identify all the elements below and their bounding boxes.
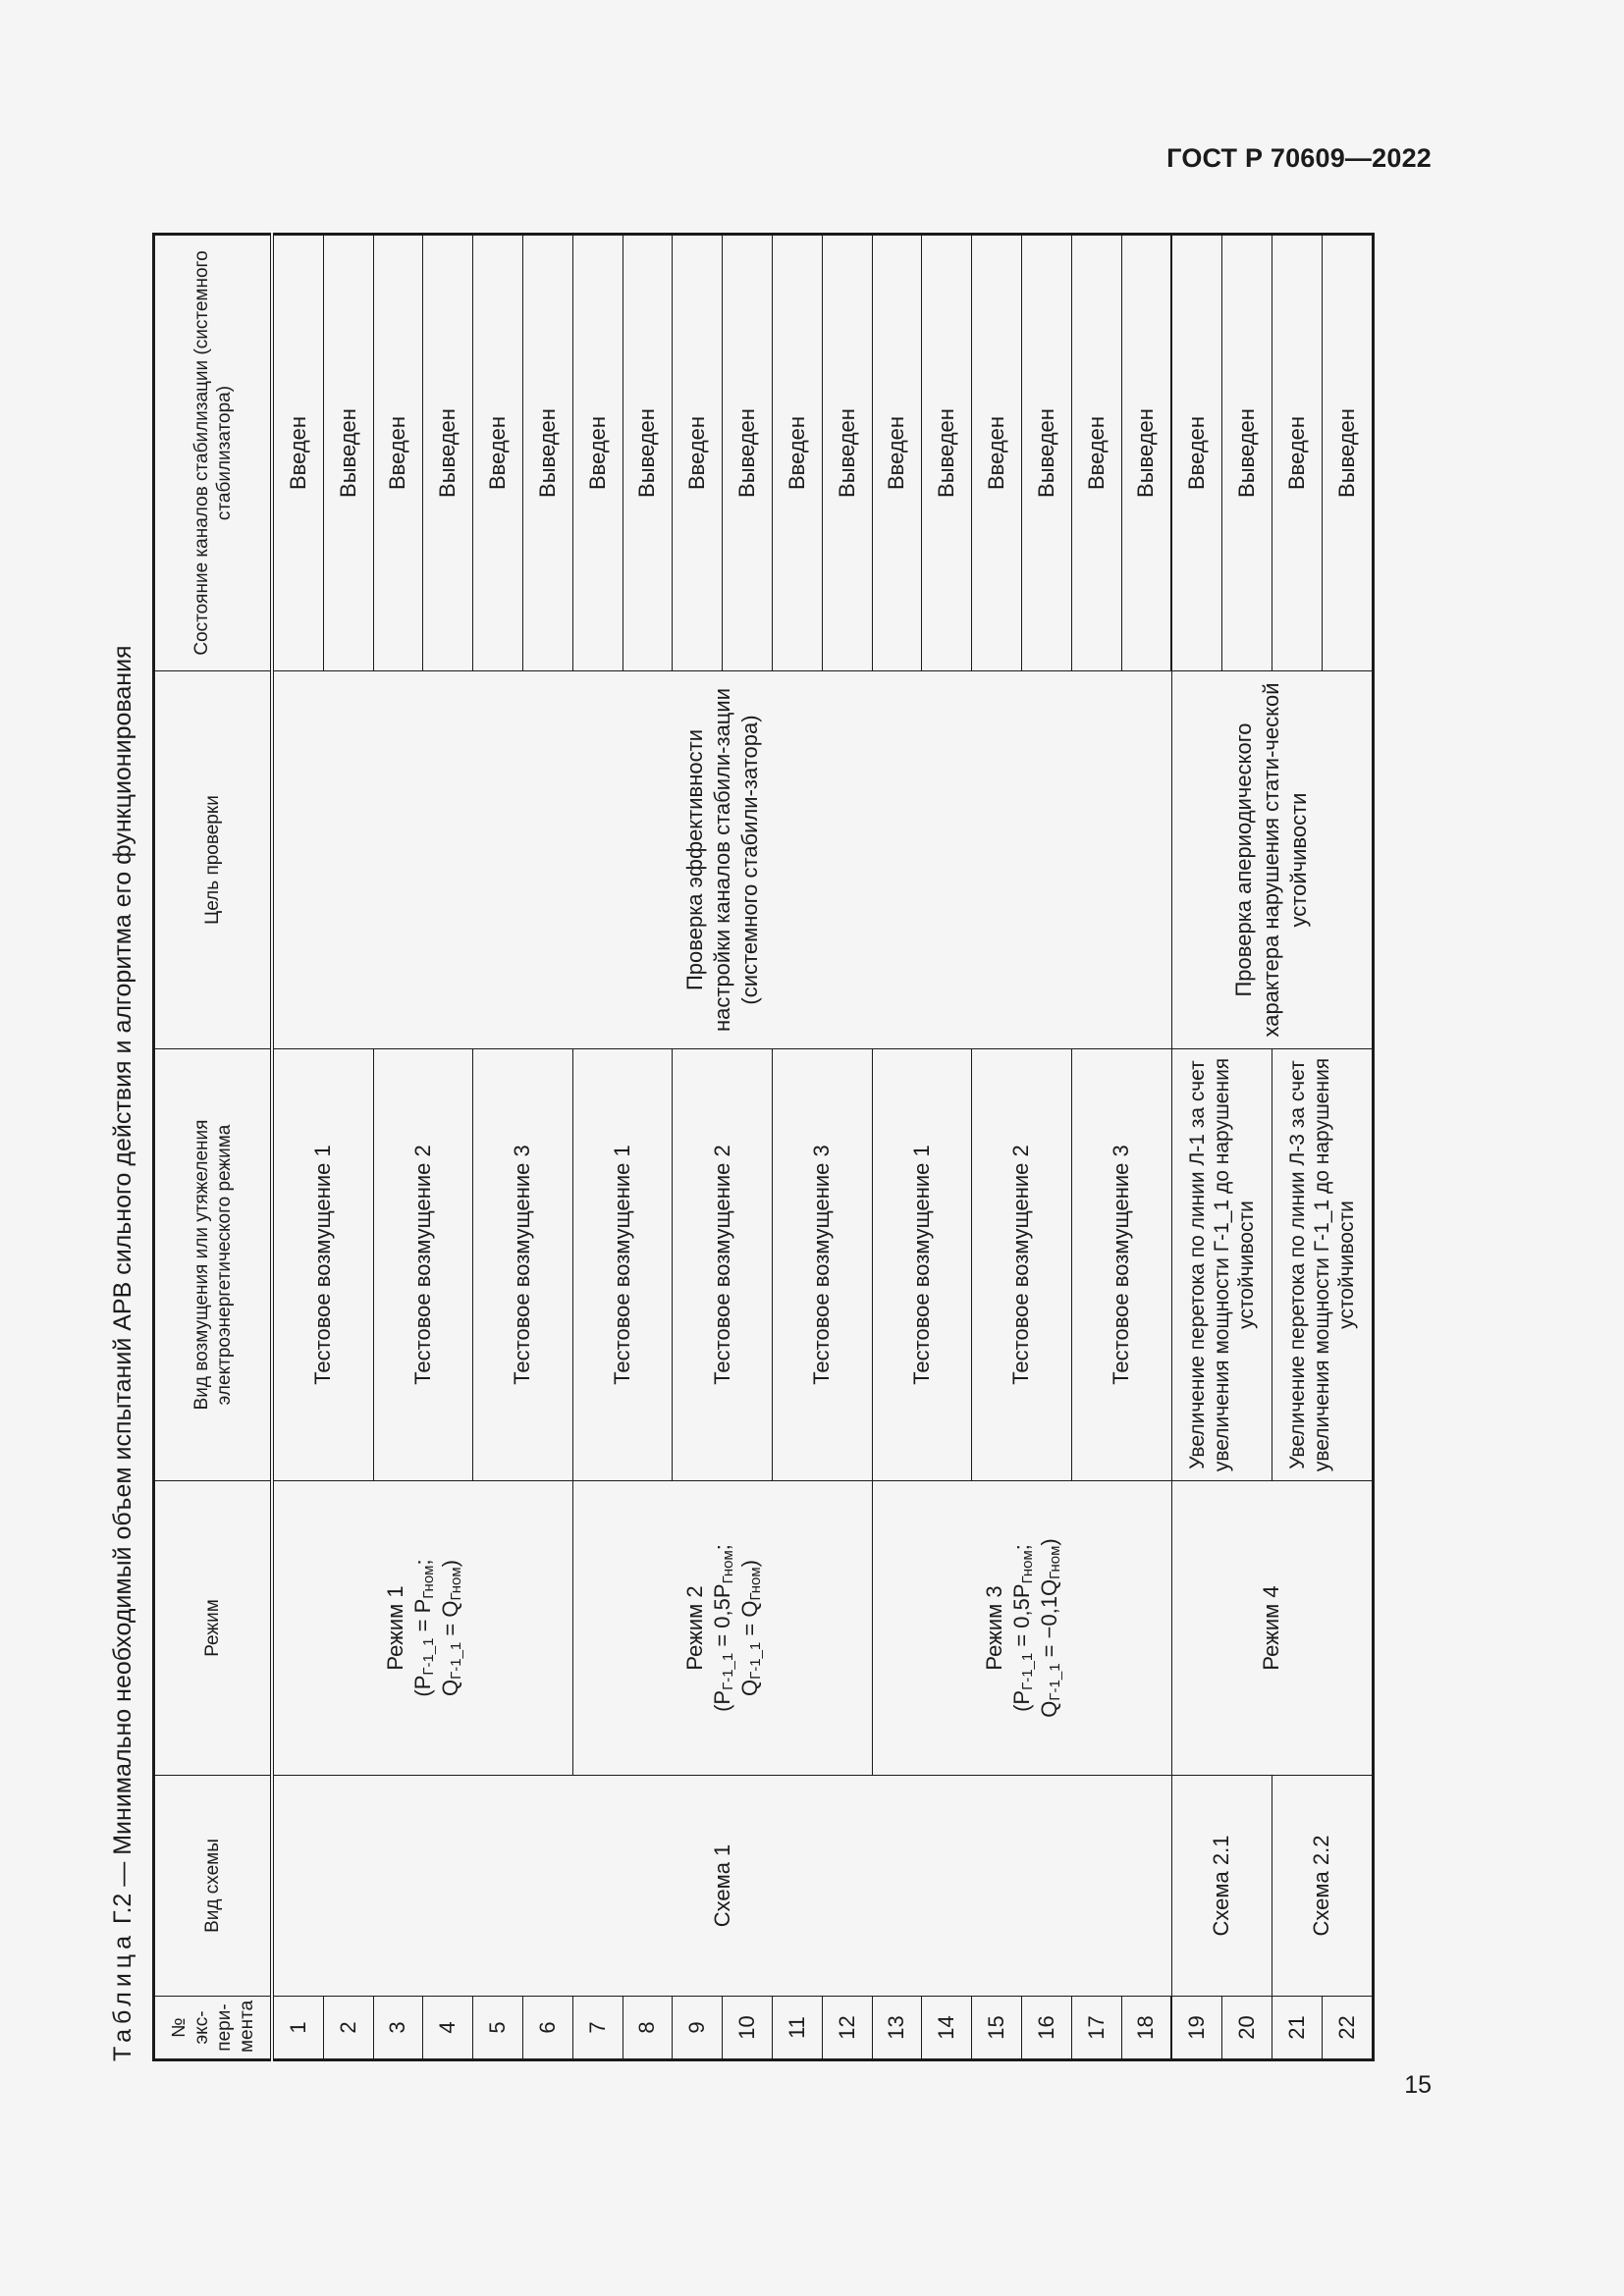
col-header-disturbance: Вид возмущения или утяжеления электроэнергетического режима	[154, 1049, 273, 1481]
scheme-cell: Схема 2.2	[1272, 1776, 1373, 1997]
col-header-scheme: Вид схемы	[154, 1776, 273, 1997]
mode-formula-p: ($P_{Г-1\_1} = 0,5P_{Гном}$;	[709, 1544, 736, 1712]
col-header-state: Состояние каналов стабилизации (системного стабилизатора)	[154, 235, 273, 671]
state-cell: Выведен	[623, 235, 673, 671]
state-cell: Введен	[272, 235, 323, 671]
state-cell: Выведен	[1222, 235, 1272, 671]
goal-cell: Проверка апериодического характера нарушения стати-ческой устойчивости	[1171, 671, 1373, 1049]
row-number: 6	[522, 1997, 572, 2060]
mode-cell	[272, 1481, 572, 1776]
disturbance-cell: Тестовое возмущение 2	[373, 1049, 473, 1481]
rotated-table-page	[108, 236, 1424, 2061]
disturbance-cell: Тестовое возмущение 2	[673, 1049, 773, 1481]
row-number: 10	[723, 1997, 773, 2060]
state-cell: Введен	[673, 235, 723, 671]
row-number: 1	[272, 1997, 323, 2060]
state-cell: Выведен	[323, 235, 373, 671]
state-cell: Введен	[772, 235, 822, 671]
disturbance-cell: Тестовое возмущение 1	[572, 1049, 673, 1481]
disturbance-cell: Увеличение перетока по линии Л-3 за счет увеличения мощности Г-1_1 до нарушения устойчивости	[1272, 1049, 1373, 1481]
table-header-row	[154, 235, 273, 2060]
state-cell: Выведен	[1021, 235, 1071, 671]
row-number: 15	[972, 1997, 1022, 2060]
state-cell: Введен	[1171, 235, 1221, 671]
mode-title: Режим 4	[1259, 1585, 1284, 1671]
mode-cell	[1171, 1481, 1373, 1776]
state-cell: Выведен	[822, 235, 872, 671]
state-cell: Выведен	[1121, 235, 1171, 671]
scheme-cell: Схема 1	[272, 1776, 1171, 1997]
row-number: 2	[323, 1997, 373, 2060]
row-number: 12	[822, 1997, 872, 2060]
row-number: 5	[473, 1997, 523, 2060]
disturbance-cell: Тестовое возмущение 3	[473, 1049, 573, 1481]
standard-designation: ГОСТ Р 70609—2022	[1166, 143, 1432, 173]
row-number: 22	[1322, 1997, 1373, 2060]
disturbance-cell: Тестовое возмущение 3	[1071, 1049, 1171, 1481]
row-number: 16	[1021, 1997, 1071, 2060]
mode-title: Режим 1	[382, 1585, 407, 1671]
state-cell: Выведен	[1322, 235, 1373, 671]
disturbance-cell: Увеличение перетока по линии Л-1 за счет увеличения мощности Г-1_1 до нарушения устойчивости	[1171, 1049, 1272, 1481]
mode-title: Режим 3	[981, 1585, 1006, 1671]
col-header-num: № экс-пери-мента	[154, 1997, 273, 2060]
row-number: 3	[373, 1997, 423, 2060]
row-number: 21	[1272, 1997, 1322, 2060]
row-number: 8	[623, 1997, 673, 2060]
table-row	[1272, 235, 1322, 2060]
state-cell: Введен	[373, 235, 423, 671]
mode-formula-q: $Q_{Г-1\_1} = Q_{Гном}$)	[437, 1560, 464, 1697]
mode-title: Режим 2	[681, 1585, 707, 1671]
goal-cell: Проверка эффективности настройки каналов стабили-зации (системного стабили-затора)	[272, 671, 1171, 1049]
row-number: 7	[572, 1997, 623, 2060]
col-header-mode: Режим	[154, 1481, 273, 1776]
state-cell: Введен	[972, 235, 1022, 671]
mode-cell	[872, 1481, 1171, 1776]
state-cell: Введен	[572, 235, 623, 671]
mode-formula-p: ($P_{Г-1\_1} = P_{Гном}$;	[409, 1559, 437, 1697]
scheme-cell: Схема 2.1	[1171, 1776, 1272, 1997]
table-row	[1171, 235, 1221, 2060]
row-number: 18	[1121, 1997, 1171, 2060]
state-cell: Введен	[473, 235, 523, 671]
state-cell: Выведен	[723, 235, 773, 671]
mode-formula-p: ($P_{Г-1\_1} = 0,5P_{Гном}$;	[1008, 1544, 1036, 1712]
disturbance-cell: Тестовое возмущение 1	[872, 1049, 972, 1481]
state-cell: Выведен	[922, 235, 972, 671]
table-row	[272, 235, 323, 2060]
mode-formula-q: $Q_{Г-1\_1} = -0,1Q_{Гном}$)	[1036, 1538, 1063, 1718]
state-cell: Выведен	[423, 235, 473, 671]
disturbance-cell: Тестовое возмущение 3	[772, 1049, 872, 1481]
test-scope-table	[152, 233, 1375, 2061]
row-number: 14	[922, 1997, 972, 2060]
row-number: 13	[872, 1997, 922, 2060]
row-number: 9	[673, 1997, 723, 2060]
row-number: 17	[1071, 1997, 1121, 2060]
mode-formula-q: $Q_{Г-1\_1} = Q_{Гном}$)	[736, 1560, 764, 1697]
caption-text: — Минимально необходимый объем испытаний АРВ сильного действия и алгоритма его функционирования	[109, 645, 136, 1887]
mode-cell	[572, 1481, 872, 1776]
state-cell: Введен	[1272, 235, 1322, 671]
disturbance-cell: Тестовое возмущение 2	[972, 1049, 1072, 1481]
row-number: 11	[772, 1997, 822, 2060]
row-number: 4	[423, 1997, 473, 2060]
page-number: 15	[1404, 2071, 1432, 2099]
caption-label: Таблица	[109, 1930, 136, 2061]
caption-number: Г.2	[109, 1893, 136, 1925]
table-caption	[108, 236, 157, 2061]
state-cell: Введен	[872, 235, 922, 671]
disturbance-cell: Тестовое возмущение 1	[272, 1049, 373, 1481]
row-number: 20	[1222, 1997, 1272, 2060]
state-cell: Введен	[1071, 235, 1121, 671]
col-header-goal: Цель проверки	[154, 671, 273, 1049]
row-number: 19	[1171, 1997, 1221, 2060]
state-cell: Выведен	[522, 235, 572, 671]
